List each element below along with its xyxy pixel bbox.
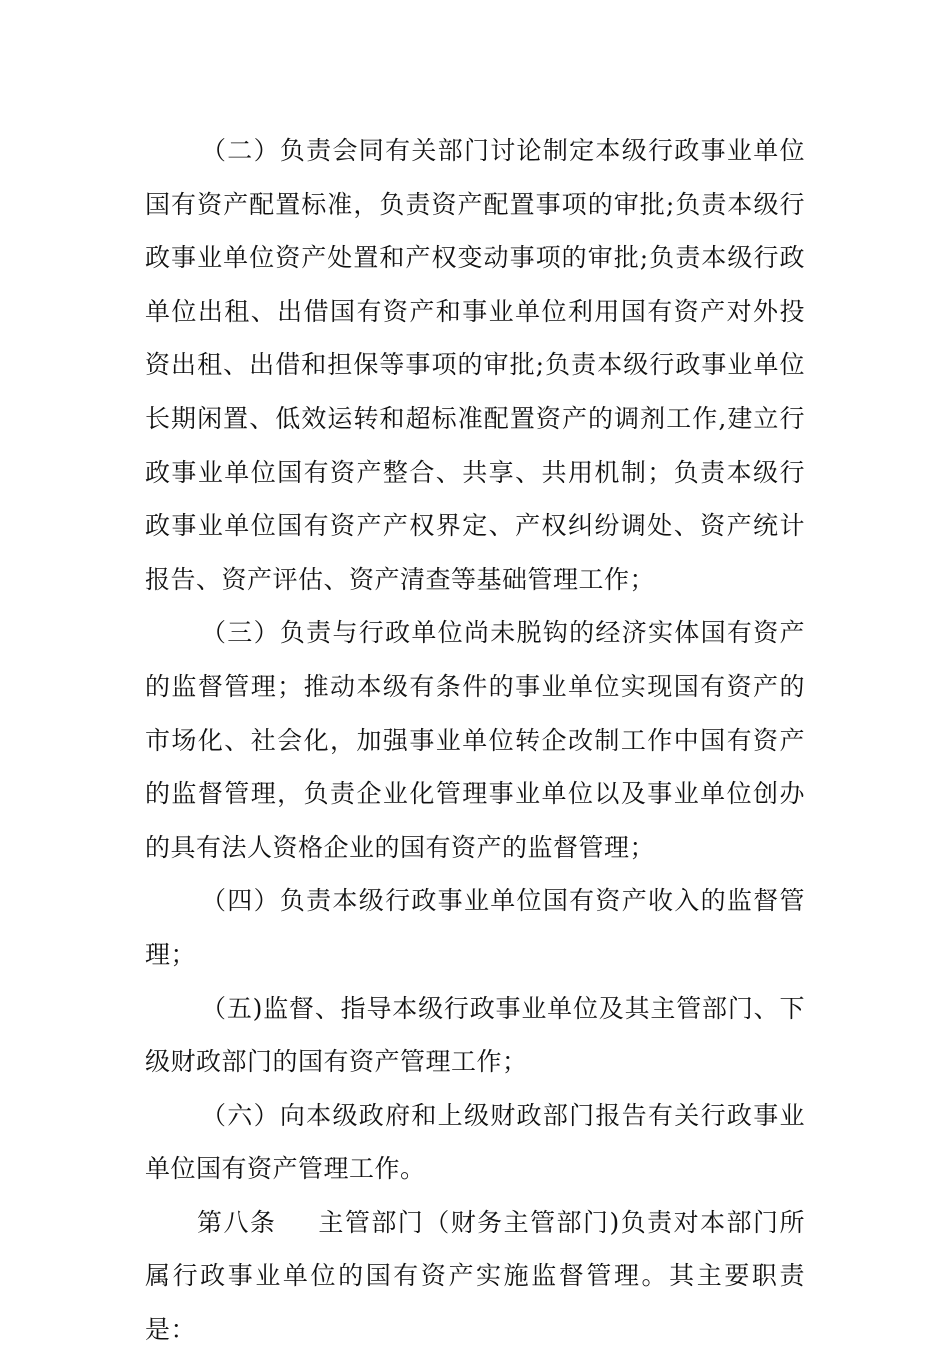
paragraph-item-4: （四）负责本级行政事业单位国有资产收入的监督管理； [145, 886, 805, 969]
article-8-paragraph [145, 1196, 805, 1357]
article-number: 第八条 [197, 1207, 277, 1237]
article-text: 主管部门（财务主管部门)负责对本部门所属行政事业单位的国有资产实施监督管理。其主要职责是： [145, 1207, 805, 1345]
paragraph-item-5: （五)监督、指导本级行政事业单位及其主管部门、下级财政部门的国有资产管理工作； [145, 993, 805, 1077]
paragraph-item-3: （三）负责与行政单位尚未脱钩的经济实体国有资产的监督管理；推动本级有条件的事业单位实现国有资产的市场化、社会化，加强事业单位转企改制工作中国有资产的监督管理，负责企业化管理事业单位以及事业单位创办的具有法人资格企业的国有资产的监督管理； [145, 618, 805, 862]
document-body [145, 124, 805, 1357]
paragraph-item-6: （六）向本级政府和上级财政部门报告有关行政事业单位国有资产管理工作。 [145, 1100, 805, 1184]
paragraph-item-2: （二）负责会同有关部门讨论制定本级行政事业单位国有资产配置标准，负责资产配置事项的审批;负责本级行政事业单位资产处置和产权变动事项的审批;负责本级行政单位出租、出借国有资产和事业单位利用国有资产对外投资出租、出借和担保等事项的审批;负责本级行政事业单位长期闲置、低效运转和超标准配置资产的调剂工作,建立行政事业单位国有资产整合、共享、共用机制；负责本级行政事业单位国有资产产权界定、产权纠纷调处、资产统计报告、资产评估、资产清查等基础管理工作； [145, 136, 805, 594]
